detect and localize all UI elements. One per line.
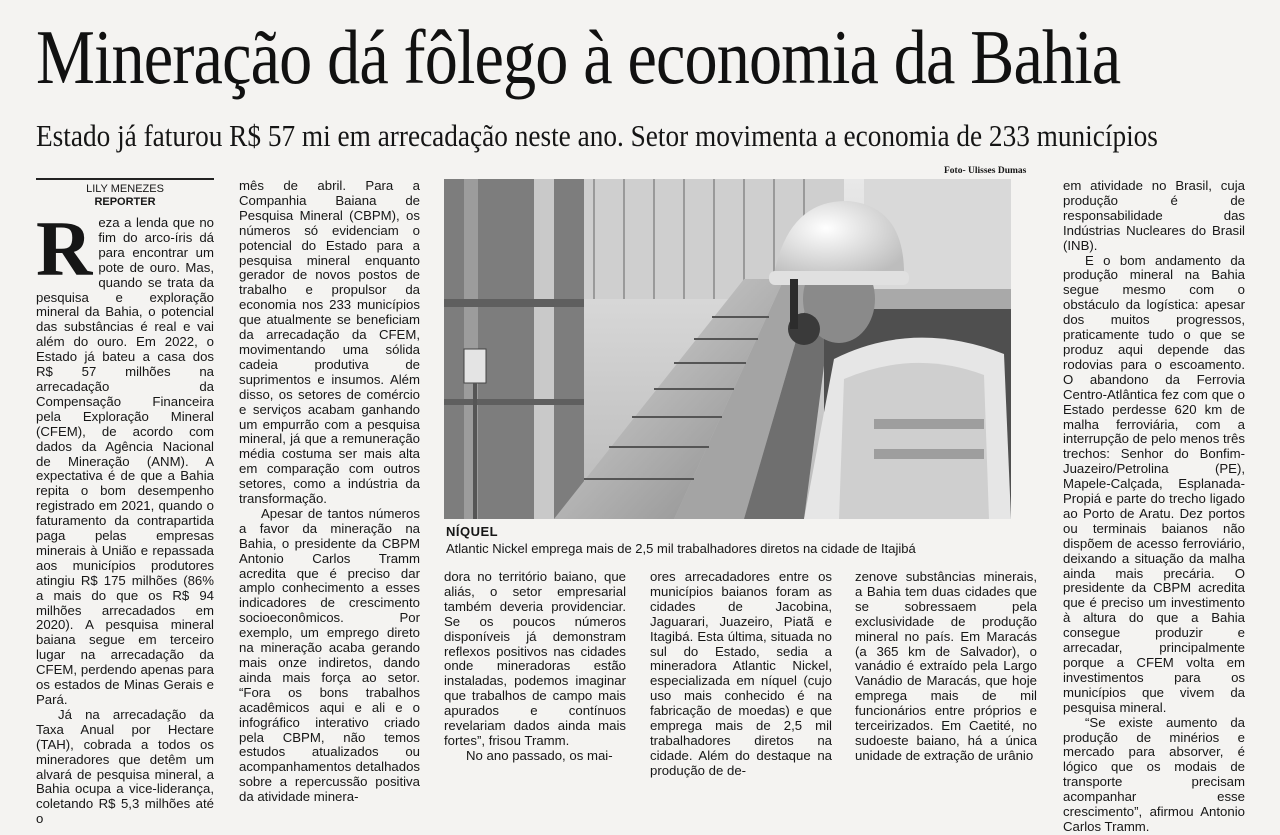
article-column-6: [1063, 178, 1245, 834]
article-column-2: [239, 178, 420, 805]
paragraph: zenove substâncias minerais, a Bahia tem duas cidades que se sobressaem pela exclusividade de produção mineral no país. Em Maracás (a 365 km de Salvador), o vanádio é extraído pela Largo Vanádio de Maracás, que hoje emprega mais de mil funcionários entre próprios e terceirizados. Em Caetité, no sudoeste baiano, há a única unidade de extração de urânio: [855, 569, 1037, 763]
author-name: LILY MENEZES: [86, 183, 164, 195]
author-role: REPORTER: [94, 196, 156, 208]
article-column-5: [855, 570, 1037, 776]
paragraph: Apesar de tantos números a favor da mineração na Bahia, o presidente da CBPM Antonio Carlos Tramm acredita que é preciso dar amplo conhecimento a esses indicadores de crescimento socioeconômicos. Por exemplo, um emprego direto na mineração acaba gerando mais onze indiretos, dando ainda mais força ao setor. “Fora os bons trabalhos acadêmicos aqui e ali e o infográfico interativo criado pela CBPM, não temos estudos atualizados ou acompanhamentos detalhados sobre a repercussão positiva da atividade minera-: [239, 505, 420, 805]
paragraph: E o bom andamento da produção mineral na Bahia segue mesmo com o obstáculo da logística: apesar dos muitos progressos, praticamente tudo o que se produz aqui depende das rodovias para o escoamento. O abandono da Ferrovia Centro-Atlântica fez com que o Estado perdesse 620 km de malha ferroviária, com a interrupção de pelo menos três trechos: Senhor do Bonfim-Juazeiro/Petrolina (PE), Mapele-Calçada, Esplanada-Propiá e parte do trecho ligado ao Porto de Aratu. Dez portos ou terminais baianos não dispõem de acesso ferroviário, deixando a situação da malha ainda mais precária. O presidente da CBPM acredita que é preciso um investimento à altura do que a Bahia consegue produzir e arrecadar, principalmente porque a CFEM volta em investimentos para os municípios que vivem da pesquisa mineral.: [1063, 252, 1245, 715]
nickel-mine-conveyor-illustration: [444, 179, 1011, 519]
drop-cap: R: [36, 205, 93, 292]
article-column-1: [36, 205, 214, 827]
article-column-4: [650, 570, 832, 776]
lead-paragraph: [36, 205, 214, 708]
subheadline: Estado já faturou R$ 57 mi em arrecadação neste ano. Setor movimenta a economia de 233 municípios: [36, 118, 1158, 153]
headline: Mineração dá fôlego à economia da Bahia: [36, 14, 1121, 100]
paragraph: No ano passado, os mai-: [466, 747, 613, 763]
article-photo: [444, 179, 1011, 519]
photo-credit: Foto- Ulisses Dumas: [944, 166, 1027, 176]
caption-title: NÍQUEL: [446, 524, 499, 539]
article-column-3: [444, 570, 626, 776]
paragraph: mês de abril. Para a Companhia Baiana de Pesquisa Mineral (CBPM), os números só evidenciam o potencial do Estado para a pesquisa mineral enquanto gerador de novos postos de trabalho e propulsor da economia nos 233 municípios que atualmente se beneficiam da arrecadação da CFEM, movimentando uma sólida cadeia produtiva de suprimentos e insumos. Além disso, os setores de comércio e serviços acabam ganhando um empurrão com a pesquisa mineral, já que a remuneração média costuma ser mais alta em comparação com outros setores, como a indústria da transformação.: [239, 178, 420, 507]
paragraph: ores arrecadadores entre os municípios baianos foram as cidades de Jacobina, Jaguarari, Juazeiro, Piatã e Itagibá. Esta última, situada no sul do Estado, sedia a mineradora Atlantic Nickel, especializada em níquel (cujo uso mais conhecido é na fabricação de moedas) e que emprega mais de 2,5 mil trabalhadores diretos na cidade. Além do destaque na produção de de-: [650, 569, 832, 778]
paragraph: em atividade no Brasil, cuja produção é de responsabilidade das Indústrias Nucleares do Brasil (INB).: [1063, 178, 1245, 253]
photo-caption: Atlantic Nickel emprega mais de 2,5 mil trabalhadores diretos na cidade de Itajibá: [446, 541, 916, 556]
paragraph: dora no território baiano, que aliás, o setor empresarial também deveria providenciar. Se os poucos números disponíveis já demonstram reflexos positivos nas cidades onde mineradoras estão instaladas, podemos imaginar que trabalhos de campo mais apurados e contínuos revelariam dados ainda mais fortes”, frisou Tramm.: [444, 569, 626, 748]
paragraph: Já na arrecadação da Taxa Anual por Hectare (TAH), cobrada a todos os mineradores que detêm um alvará de pesquisa mineral, a Bahia ocupa a vice-liderança, coletando R$ 5,3 milhões até o: [36, 706, 214, 827]
quote-paragraph: “Se existe aumento da produção de minérios e mercado para absorver, é lógico que os modais de transporte precisam acompanhar esse crescimento”, afirmou Antonio Carlos Tramm.: [1063, 714, 1245, 834]
lead-text: eza a lenda que no fim do arco-íris dá para encontrar um pote de ouro. Mas, quando se trata da pesquisa e exploração mineral da Bahia, o potencial das substâncias é real e vai além do ouro. Em 2022, o Estado já bateu a casa dos R$ 57 milhões na arrecadação da Compensação Financeira pela Exploração Mineral (CFEM), de acordo com dados da Agência Nacional de Mineração (ANM). A expectativa é de que a Bahia repita o bom desempenho registrado em 2021, quando o faturamento da contrapartida paga pelas empresas minerais à União e repassada aos municípios produtores atingiu R$ 175 milhões (86% a mais do que os R$ 94 milhões arrecadados em 2020). A pesquisa mineral baiana segue em terceiro lugar na arrecadação da CFEM, perdendo apenas para os estados de Minas Gerais e Pará.: [36, 215, 214, 707]
